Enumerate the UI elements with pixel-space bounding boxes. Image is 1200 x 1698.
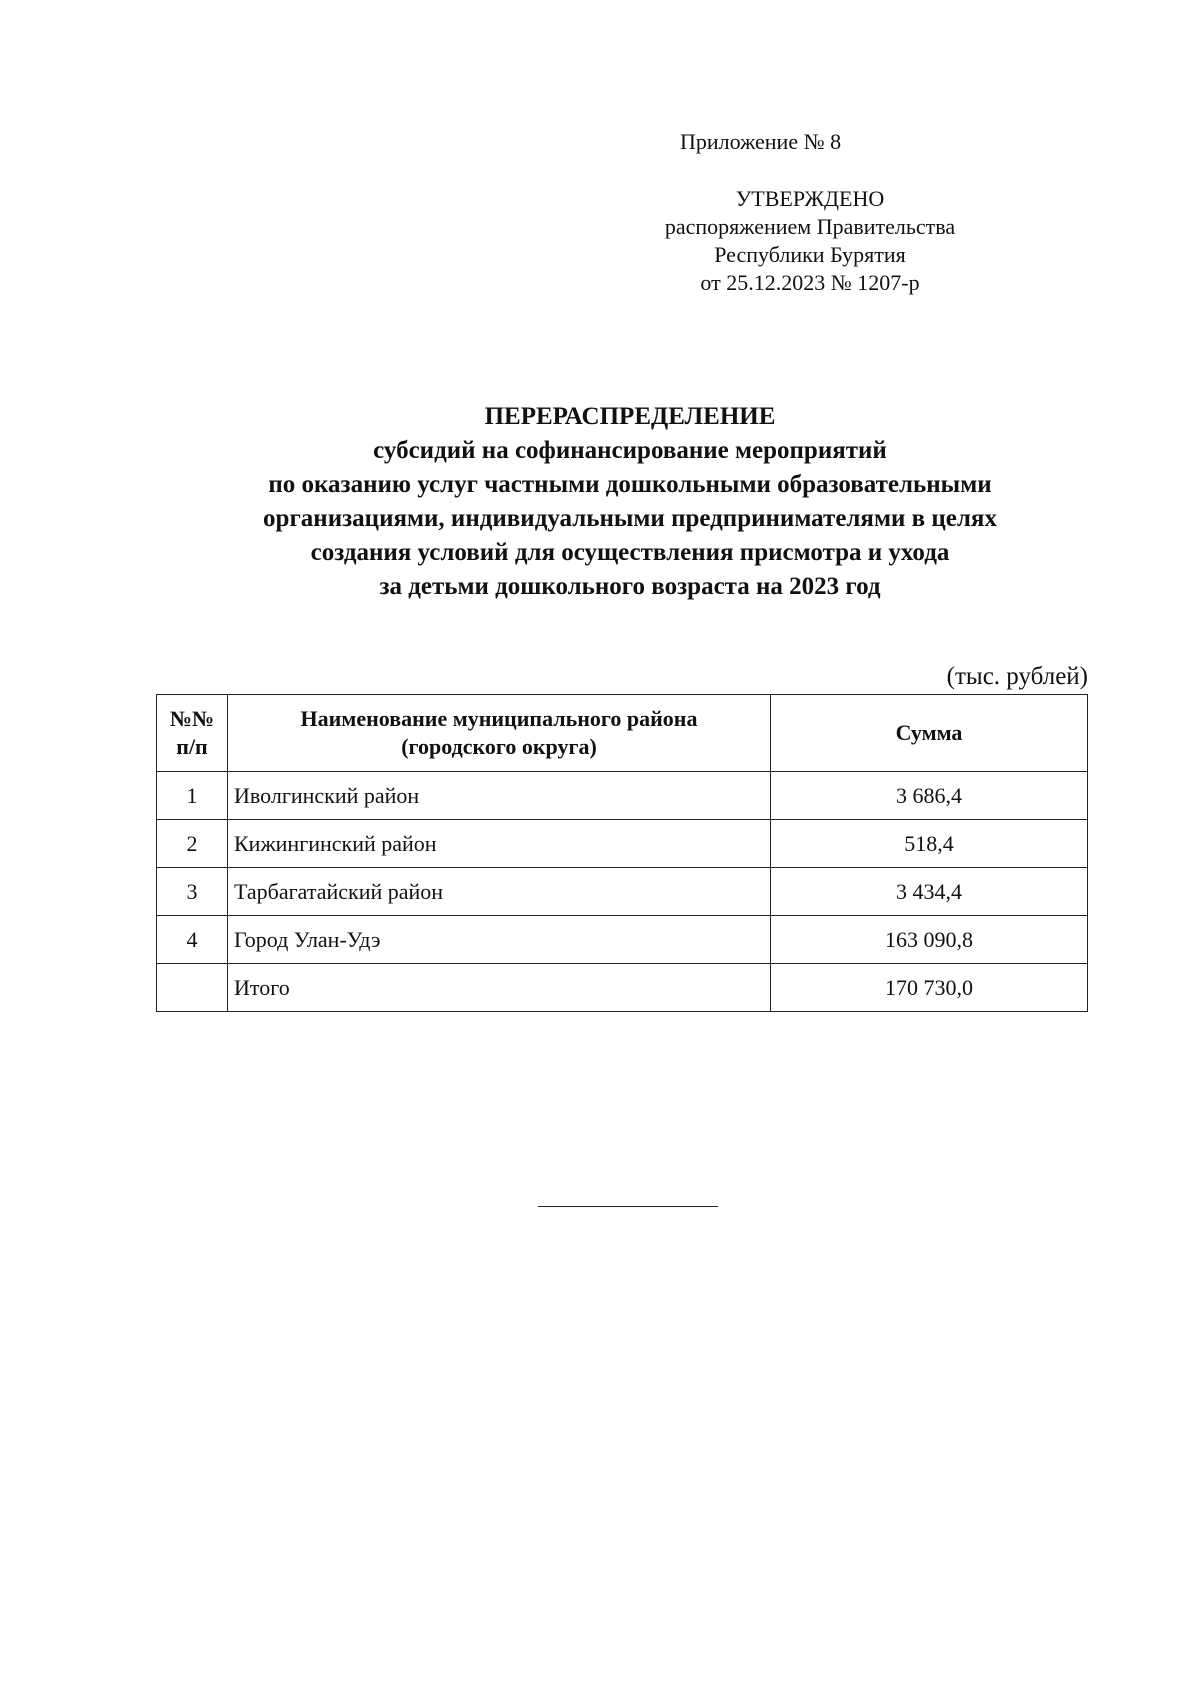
title-line: организациями, индивидуальными предпринимателями в целях (263, 505, 997, 532)
header-number-line1: №№ (169, 706, 215, 731)
document-title (150, 400, 1110, 604)
row-number: 2 (157, 820, 228, 868)
title-line: субсидий на софинансирование мероприятий (373, 437, 887, 464)
row-sum: 170 730,0 (771, 964, 1088, 1012)
appendix-label: Приложение № 8 (680, 129, 842, 154)
approval-stamp (640, 185, 980, 297)
row-number: 4 (157, 916, 228, 964)
table-header-row (157, 695, 1088, 772)
table-row (157, 820, 1088, 868)
row-number: 1 (157, 772, 228, 820)
row-name: Тарбагатайский район (228, 868, 771, 916)
table-row (157, 868, 1088, 916)
row-sum: 163 090,8 (771, 916, 1088, 964)
row-name: Кижингинский район (228, 820, 771, 868)
approval-line: Республики Бурятия (714, 242, 906, 267)
title-line: за детьми дошкольного возраста на 2023 год (379, 573, 881, 600)
closing-divider (538, 1206, 718, 1207)
title-main: ПЕРЕРАСПРЕДЕЛЕНИЕ (484, 403, 776, 430)
header-number (157, 695, 228, 772)
row-name: Иволгинский район (228, 772, 771, 820)
subsidy-table (156, 694, 1088, 1012)
approval-line: УТВЕРЖДЕНО (735, 186, 885, 211)
header-number-line2: п/п (176, 734, 208, 759)
units-label: (тыс. рублей) (946, 663, 1088, 690)
row-number (157, 964, 228, 1012)
header-sum: Сумма (771, 695, 1088, 772)
table-row (157, 772, 1088, 820)
header-name-line1: Наименование муниципального района (300, 706, 698, 731)
row-number: 3 (157, 868, 228, 916)
header-name-line2: (городского округа) (401, 734, 597, 759)
header-name (228, 695, 771, 772)
title-line: создания условий для осуществления присмотра и ухода (310, 539, 950, 566)
table-total-row (157, 964, 1088, 1012)
title-line: по оказанию услуг частными дошкольными образовательными (268, 471, 992, 498)
row-sum: 3 686,4 (771, 772, 1088, 820)
row-sum: 3 434,4 (771, 868, 1088, 916)
approval-date-line: от 25.12.2023 № 1207-р (700, 270, 920, 295)
row-name: Город Улан-Удэ (228, 916, 771, 964)
row-name: Итого (228, 964, 771, 1012)
row-sum: 518,4 (771, 820, 1088, 868)
table-row (157, 916, 1088, 964)
approval-line: распоряжением Правительства (664, 214, 956, 239)
